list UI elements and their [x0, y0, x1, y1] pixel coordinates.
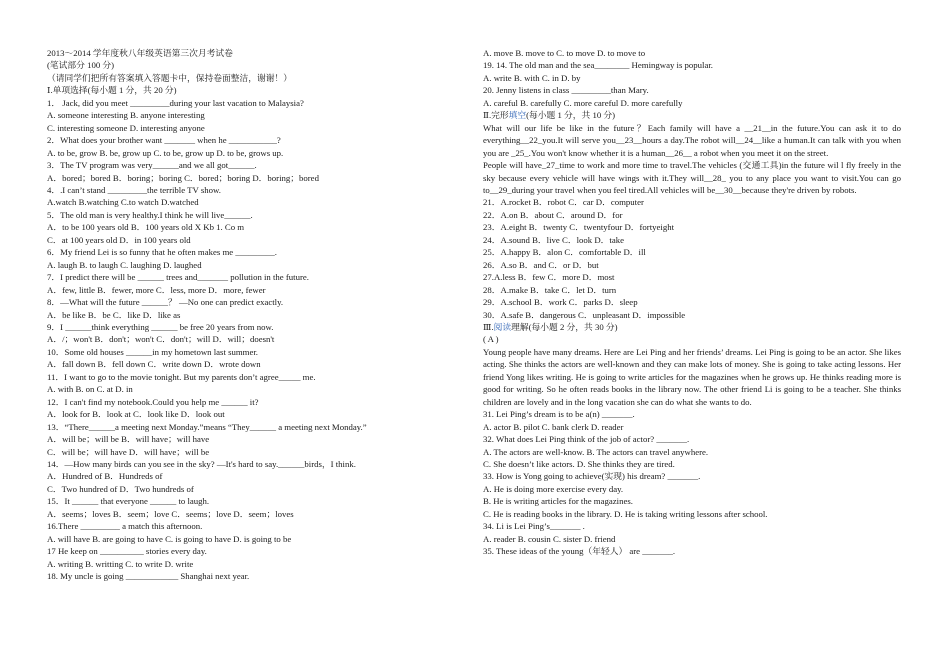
- question-line: A.watch B.watching C.to watch D.watched: [47, 197, 199, 208]
- question-line: 14．—How many birds can you see in the sky? —It's hard to say.______birds，I think.: [47, 458, 356, 469]
- question-line: 32. What does Lei Ping think of the job of actor? _______.: [483, 434, 690, 445]
- question-line: A. to be, grow B. be, grow up C. to be, grow up D. to be, grows up.: [47, 147, 284, 158]
- section-heading-3-suffix: 理解(每小题 2 分，共 30 分): [511, 321, 618, 332]
- question-line: 8．—What will the future ______？ —No one can predict exactly.: [47, 297, 284, 308]
- instruction: （请同学们把所有答案填入答题卡中，保持卷面整洁，谢谢！）: [47, 72, 292, 83]
- question-line: A. actor B. pilot C. bank clerk D. reader: [483, 421, 624, 432]
- question-line: 7．I predict there will be ______ trees and_______ pollution in the future.: [47, 272, 309, 283]
- question-line: A．Hundred of B．Hundreds of: [47, 471, 163, 482]
- question-line: 10．Some old houses ______in my hometown last summer.: [47, 346, 258, 357]
- section-heading-3: [483, 321, 901, 333]
- question-line: 1． Jack, did you meet _________during your last vacation to Malaysia?: [47, 97, 304, 108]
- question-line: 30．A.safe B．dangerous C．unpleasant D．impossible: [483, 309, 686, 320]
- question-line: 27.A.less B．few C．more D．most: [483, 272, 615, 283]
- question-line: 29．A.school B．work C．parks D．sleep: [483, 297, 638, 308]
- section-heading-3-prefix: Ⅲ.: [483, 321, 494, 332]
- question-line: C. He is reading books in the library. D. He is taking writing lessons after school.: [483, 508, 768, 519]
- question-line: A．few, little B．fewer, more C．less, more D．more, fewer: [47, 284, 266, 295]
- question-line: 34. Li is Lei Ping’s_______ .: [483, 521, 585, 532]
- question-line: C．at 100 years old D．in 100 years old: [47, 234, 191, 245]
- question-line: 35. These ideas of the young（年轻人） are _______.: [483, 546, 676, 557]
- question-line: A. with B. on C. at D. in: [47, 384, 133, 395]
- right-column: [483, 47, 901, 558]
- question-line: A．be like B．be C．like D．like as: [47, 309, 181, 320]
- passage-label: ( A ): [483, 334, 499, 345]
- question-line: A．seems；loves B．seem；love C．seems；love D．seem；loves: [47, 508, 294, 519]
- question-line: A. reader B. cousin C. sister D. friend: [483, 533, 616, 544]
- question-line: A. writing B. writting C. to write D. write: [47, 558, 194, 569]
- question-line: C．will be；will have D．will have；will be: [47, 446, 210, 457]
- question-line: 6．My friend Lei is so funny that he often makes me _________.: [47, 247, 277, 258]
- question-line: 33. How is Yong going to achieve(实现) his dream? _______.: [483, 471, 701, 482]
- question-line: A. someone interesting B. anyone interesting: [47, 110, 205, 121]
- question-line: 9．I ______think everything ______ be free 20 years from now.: [47, 321, 274, 332]
- question-line: A. laugh B. to laugh C. laughing D. laughed: [47, 259, 202, 270]
- question-line: 17 He keep on __________ stories every day.: [47, 546, 207, 557]
- section-heading-2-suffix: (每小题 1 分，共 10 分): [526, 110, 616, 121]
- question-line: 4．.I can’t stand _________the terrible TV show.: [47, 184, 221, 195]
- question-line: 22．A.on B．about C．around D．for: [483, 209, 623, 220]
- question-line: 13．“There______a meeting next Monday.”means “They______ a meeting next Monday.”: [47, 421, 367, 432]
- cloze-paragraph-2: People will have_27_time to work and more time to travel.The vehicles (交通工具)in the future wil l fly freely in the sky because every vehicle will have wings with it.They will__28_ you to any place you want to visit.You can go to__29_during your travel when you feel tired.All vehicles will be__30__because they're driven by robots.: [483, 160, 901, 195]
- question-line: 5．The old man is very healthy.I think he will live______.: [47, 209, 253, 220]
- question-line: A．look for B．look at C．look like D．look out: [47, 409, 225, 420]
- question-line: 11．I want to go to the movie tonight. But my parents don’t agree_____ me.: [47, 371, 316, 382]
- question-line: A. move B. move to C. to move D. to move to: [483, 48, 646, 58]
- question-line: A．bored；bored B．boring；boring C．bored；boring D．boring；bored: [47, 172, 319, 183]
- question-line: 3．The TV program was very______and we all got______.: [47, 160, 257, 171]
- score-note: (笔试部分 100 分): [47, 60, 115, 71]
- question-line: 16.There _________ a match this afternoon.: [47, 521, 203, 532]
- section-heading-3-highlight: 阅读: [493, 321, 512, 332]
- section-heading-1: Ⅰ.单项选择(每小题 1 分，共 20 分): [47, 85, 177, 96]
- question-line: 25．A.happy B．alon C．comfortable D．ill: [483, 247, 646, 258]
- left-column: [47, 47, 447, 582]
- section-heading-2-highlight: 填空: [508, 110, 527, 121]
- question-line: 20. Jenny listens in class _________than Mary.: [483, 85, 649, 96]
- question-line: A. will have B. are going to have C. is going to have D. is going to be: [47, 533, 292, 544]
- question-line: A. write B. with C. in D. by: [483, 72, 581, 83]
- question-line: 15．It ______ that everyone ______ to laugh.: [47, 496, 210, 507]
- question-line: C. She doesn’t like actors. D. She thinks they are tired.: [483, 458, 675, 469]
- question-line: A．to be 100 years old B．100 years old X Kb 1. Co m: [47, 222, 245, 233]
- cloze-paragraph-1: What will our life be like in the future？Each family will have a __21__in the future.You can ask it to do everything__22_you.It will serve you__23__hours a day.The robot will__24__like a human.It can talk with you when you are _25_.You won't know whether it is a human__26__ a robot when you meet it on the street.: [483, 122, 901, 158]
- question-line: A．will be；will be B．will have；will have: [47, 434, 210, 445]
- question-line: 2．What does your brother want _______ when he ___________?: [47, 135, 281, 146]
- question-line: A. The actors are well-know. B. The actors can travel anywhere.: [483, 446, 709, 457]
- question-line: C．Two hundred of D．Two hundreds of: [47, 483, 194, 494]
- question-line: 24．A.sound B．live C．look D．take: [483, 234, 624, 245]
- question-line: A．fall down B．fell down C．write down D．wrote down: [47, 359, 261, 370]
- question-line: 21．A.rocket B．robot C．car D．computer: [483, 197, 644, 208]
- question-line: 12．I can't find my notebook.Could you help me ______ it?: [47, 396, 259, 407]
- exam-title: 2013～2014 学年度秋八年级英语第三次月考试卷: [47, 48, 233, 58]
- question-line: 19. 14. The old man and the sea________ Hemingway is popular.: [483, 60, 713, 71]
- section-heading-2: [483, 109, 901, 121]
- question-line: A. He is doing more exercise every day.: [483, 483, 624, 494]
- question-line: 31. Lei Ping’s dream is to be a(n) _______.: [483, 409, 635, 420]
- question-line: 28．A.make B．take C．let D．turn: [483, 284, 617, 295]
- question-line: 18. My uncle is going ____________ Shanghai next year.: [47, 571, 250, 582]
- question-line: C. interesting someone D. interesting anyone: [47, 122, 205, 133]
- question-line: A．/；won't B．don't；won't C．don't；will D．will；doesn't: [47, 334, 275, 345]
- question-line: 23．A.eight B．twenty C．twentyfour D．fortyeight: [483, 222, 675, 233]
- reading-passage: Young people have many dreams. Here are Lei Ping and her friends’ dreams. Lei Ping is going to be an actor. She likes acting. She thinks the actors are well-known and they can make lots of money. She is going to take acting lessons. Her friend Yong likes writing. He is going to write articles for the magazines when he grows up. He thinks reading more is good for writing. So he often reads books in the library now. The other friend Li is going to be a teacher. She thinks children are lovely and in the long vacation she can do what she wants to do.: [483, 346, 901, 407]
- question-line: B. He is writing articles for the magazines.: [483, 496, 633, 507]
- question-line: 26．A.so B．and C．or D．but: [483, 259, 599, 270]
- question-line: A. careful B. carefully C. more careful D. more carefully: [483, 97, 683, 108]
- section-heading-2-prefix: Ⅱ.完形: [483, 110, 509, 121]
